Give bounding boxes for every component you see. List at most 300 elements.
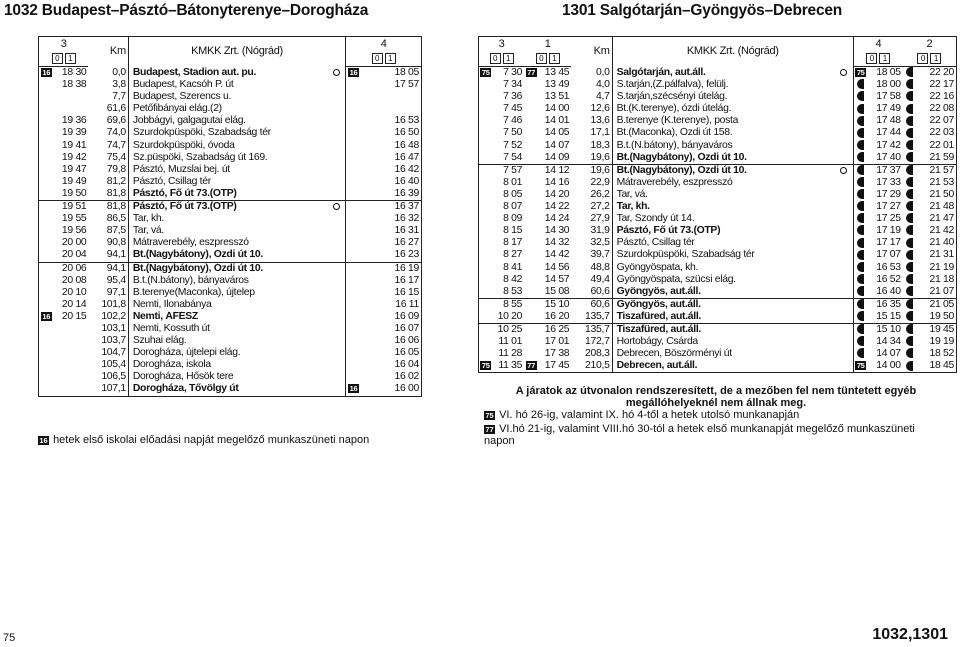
departure-time [54, 323, 88, 335]
departure-time: 14 57 [544, 273, 570, 285]
table-row [479, 274, 957, 286]
half-circle-icon [857, 116, 864, 126]
stop-mark [328, 176, 346, 188]
service-tag-cell [853, 286, 868, 299]
distance-km: 135,7 [571, 311, 612, 324]
half-circle-icon [906, 79, 913, 89]
service-tag-cell [479, 360, 494, 373]
return-time: 21 53 [929, 176, 954, 188]
stop-name: Pásztó, Csillag tér [616, 237, 695, 249]
half-circle-icon [906, 128, 913, 138]
table-row [479, 360, 957, 373]
service-tag: 77 [527, 361, 535, 370]
table-row [39, 347, 422, 359]
half-circle-icon [857, 250, 864, 260]
service-tag-cell [39, 176, 55, 188]
table-row [39, 299, 422, 311]
service-tag-cell [39, 287, 55, 299]
km-header: Km [88, 37, 128, 67]
stop-name: Szurdokpüspöki, Szabadság tér [132, 127, 271, 139]
distance-km: 101,8 [88, 299, 128, 311]
table-row [479, 79, 957, 91]
service-tag-cell [853, 311, 868, 324]
stop-mark [834, 79, 853, 91]
half-circle-icon [906, 311, 913, 321]
stop-name: Gyöngyös, aut.áll. [616, 285, 701, 297]
return-time: 16 32 [394, 213, 419, 225]
stop-mark [834, 189, 853, 201]
day-marks: 0 1 [524, 52, 571, 67]
departure-time: 19 49 [61, 175, 87, 187]
distance-km: 0,0 [88, 67, 128, 80]
stop-name: Tar, kh. [132, 213, 164, 225]
stop-mark [328, 311, 346, 323]
stop-name: B.terenye(Maconka), újtelep [132, 286, 255, 298]
table-row [479, 103, 957, 115]
stop-mark [328, 323, 346, 335]
departure-time: 7 45 [503, 103, 523, 115]
service-tag-cell [853, 262, 868, 274]
service-tag-cell [346, 164, 362, 176]
half-circle-icon [857, 286, 864, 296]
stop-name: Tar, Szondy út 14. [616, 213, 695, 225]
distance-km: 7,7 [88, 91, 128, 103]
stop-name: Dorogháza, iskola [132, 359, 211, 371]
stop-name: Hortobágy, Csárda [616, 336, 698, 348]
distance-km: 75,4 [88, 152, 128, 164]
table-row [479, 189, 957, 201]
service-tag-cell [853, 213, 868, 225]
return-time: 17 33 [876, 176, 901, 188]
right-footnote-75: 75 VI. hó 26-ig, valamint IX. hó 4-től a hetek utolsó munkanapján [485, 409, 800, 421]
half-circle-icon [857, 262, 864, 272]
service-tag-cell [39, 299, 55, 311]
half-circle-icon [857, 311, 864, 321]
half-circle-icon [906, 348, 913, 358]
service-tag-cell [39, 262, 55, 275]
departure-time: 7 34 [503, 79, 523, 91]
departure-time: 7 30 [503, 67, 523, 78]
right-timetable-title: 1301 Salgótarján–Gyöngyös–Debrecen [562, 2, 843, 19]
half-circle-icon [906, 91, 913, 101]
return-time: 16 48 [394, 139, 419, 151]
stop-name: Pásztó, Fő út 73.(OTP) [132, 187, 237, 199]
return-time: 21 05 [918, 298, 957, 311]
distance-km: 27,9 [571, 213, 612, 225]
return-time: 16 50 [394, 127, 419, 139]
distance-km: 4,0 [571, 79, 612, 91]
stop-name: S.tarján,szécsényi útelág. [616, 91, 728, 103]
departure-time: 19 50 [61, 187, 87, 199]
return-time: 21 18 [929, 273, 954, 285]
stop-mark [834, 360, 853, 373]
return-time: 18 00 [876, 79, 901, 91]
return-time: 16 23 [394, 249, 419, 261]
return-time [362, 91, 422, 103]
service-tag-cell [524, 127, 539, 139]
operator-header: KMKK Zrt. (Nógrád) [686, 45, 779, 58]
departure-time: 14 09 [544, 151, 570, 163]
departure-time: 7 57 [494, 164, 525, 177]
right-notice: A járatok az útvonalon rendszeresített, de a mezőben fel nem tüntetett egyéb megállóhelyeknél nem állnak meg. [515, 385, 917, 409]
half-circle-icon [857, 324, 864, 334]
stop-mark [328, 115, 346, 127]
service-tag-cell [853, 348, 868, 360]
table-row [479, 115, 957, 127]
departure-time [54, 371, 88, 383]
return-time: 16 17 [394, 274, 419, 286]
departure-time: 8 53 [503, 285, 523, 297]
table-row [39, 67, 422, 80]
left-footnote: 16 hetek első iskolai előadási napját megelőző munkaszüneti napon [39, 434, 370, 446]
distance-km: 87,5 [88, 225, 128, 237]
return-time: 16 15 [394, 286, 419, 298]
table-row [479, 67, 957, 80]
service-tag-cell [524, 103, 539, 115]
service-tag-cell [853, 103, 868, 115]
table-row [39, 237, 422, 249]
departure-time: 14 12 [539, 164, 571, 177]
stop-name: Sz.püspöki, Szabadság út 169. [132, 151, 268, 163]
table-row [39, 164, 422, 176]
return-time: 16 35 [868, 298, 902, 311]
half-circle-icon [857, 189, 864, 199]
return-time: 16 04 [394, 359, 419, 371]
return-time: 18 05 [876, 67, 901, 78]
km-header: Km [571, 37, 612, 67]
service-tag-cell [853, 140, 868, 152]
service-tag-cell [39, 164, 55, 176]
half-circle-cell [903, 298, 918, 311]
table-row [479, 152, 957, 165]
distance-km: 105,4 [88, 359, 128, 371]
service-tag-cell [853, 360, 868, 373]
stop-mark [834, 286, 853, 299]
departure-time: 18 38 [61, 79, 87, 91]
table-row [479, 262, 957, 274]
distance-km: 26,2 [571, 189, 612, 201]
table-row [479, 237, 957, 249]
departure-time: 14 42 [544, 249, 570, 261]
service-tag-cell [853, 164, 868, 177]
half-circle-icon [906, 262, 913, 272]
departure-time: 19 51 [54, 201, 88, 214]
distance-km: 12,6 [571, 103, 612, 115]
service-tag-cell [524, 360, 539, 373]
half-circle-cell [903, 237, 918, 249]
half-circle-cell [903, 213, 918, 225]
service-tag-cell [39, 213, 55, 225]
stop-mark [834, 336, 853, 348]
service-tag-cell [39, 152, 55, 164]
stop-mark [834, 91, 853, 103]
stop-mark [834, 225, 853, 237]
service-tag-cell [346, 249, 362, 262]
service-tag-cell [479, 262, 494, 274]
departure-time: 16 20 [544, 310, 570, 322]
departure-time: 8 41 [503, 261, 523, 273]
column-header-1: 1 [544, 38, 551, 50]
return-time: 17 48 [876, 115, 901, 127]
service-tag-cell [346, 299, 362, 311]
stop-mark [834, 311, 853, 324]
half-circle-icon [857, 238, 864, 248]
return-time: 19 50 [929, 310, 954, 322]
distance-km: 172,7 [571, 336, 612, 348]
distance-km: 74,0 [88, 127, 128, 139]
stop-name: Bt.(Nagybátony), Ózdi út 10. [128, 262, 328, 275]
stop-name: Bt.(Maconka), Ózdi út 158. [616, 127, 733, 139]
service-tag-cell [853, 189, 868, 201]
return-time: 14 00 [868, 360, 902, 373]
return-time: 22 17 [929, 79, 954, 91]
table-row [39, 311, 422, 323]
departure-time: 8 05 [503, 188, 523, 200]
return-time: 17 40 [876, 151, 901, 163]
service-tag: 16 [349, 67, 358, 77]
departure-time: 11 28 [498, 348, 523, 360]
table-row [39, 262, 422, 275]
service-tag-cell [346, 103, 362, 115]
distance-km: 60,6 [571, 286, 612, 299]
service-tag-cell [524, 189, 539, 201]
service-tag-cell [853, 274, 868, 286]
service-tag: 16 [42, 67, 51, 77]
service-tag-cell [479, 348, 494, 360]
table-row [39, 225, 422, 237]
half-circle-icon [857, 104, 864, 114]
distance-km: 19,6 [571, 164, 612, 177]
half-circle-cell [903, 127, 918, 139]
return-time: 15 15 [876, 310, 901, 322]
distance-km: 74,7 [88, 140, 128, 152]
service-tag-cell [39, 371, 55, 383]
table-row [479, 311, 957, 324]
service-tag-cell [479, 115, 494, 127]
return-time: 16 47 [394, 151, 419, 163]
half-circle-icon [906, 250, 913, 260]
service-tag-cell [524, 201, 539, 213]
return-time: 21 47 [929, 213, 954, 225]
half-circle-icon [906, 286, 913, 296]
departure-time: 19 39 [61, 127, 87, 139]
service-tag-cell [346, 91, 362, 103]
half-circle-icon [857, 91, 864, 101]
return-time: 21 48 [929, 201, 954, 213]
left-timetable-rows [39, 67, 422, 397]
stop-name: Salgótarján, aut.áll. [616, 66, 706, 78]
service-tag-cell [479, 67, 494, 80]
departure-time [54, 335, 88, 347]
departure-time: 8 17 [503, 237, 523, 249]
return-time: 17 37 [868, 164, 902, 177]
distance-km: 104,7 [88, 347, 128, 359]
return-time: 16 37 [362, 201, 422, 214]
service-tag-cell [524, 225, 539, 237]
stop-mark [328, 91, 346, 103]
table-row [479, 336, 957, 348]
departure-time: 20 14 [61, 298, 87, 310]
service-tag-cell [479, 237, 494, 249]
table-row [39, 323, 422, 335]
return-time: 16 09 [394, 310, 419, 322]
service-tag-cell [346, 213, 362, 225]
service-tag-cell [524, 348, 539, 360]
return-time: 17 27 [876, 201, 901, 213]
stop-name: B.terenye (K.terenye), posta [616, 115, 739, 127]
half-circle-icon [906, 116, 913, 126]
stop-mark [328, 359, 346, 371]
service-tag-cell [39, 323, 55, 335]
table-row [39, 371, 422, 383]
service-tag-cell [524, 262, 539, 274]
distance-km: 95,4 [88, 275, 128, 287]
return-time: 22 07 [929, 115, 954, 127]
departure-time: 14 20 [544, 188, 570, 200]
distance-km: 32,5 [571, 237, 612, 249]
distance-km: 39,7 [571, 249, 612, 261]
table-row [39, 152, 422, 164]
table-row [39, 275, 422, 287]
return-time: 22 01 [929, 139, 954, 151]
distance-km: 81,8 [88, 201, 128, 214]
stop-mark [328, 79, 346, 91]
departure-time: 11 01 [498, 336, 523, 348]
stop-mark [328, 249, 346, 262]
departure-time [54, 91, 88, 103]
half-circle-icon [906, 177, 913, 187]
service-tag-cell [524, 115, 539, 127]
half-circle-icon [906, 213, 913, 223]
departure-time: 20 00 [61, 237, 87, 249]
table-row [479, 213, 957, 225]
service-tag-cell [524, 79, 539, 91]
distance-km: 97,1 [88, 287, 128, 299]
distance-km: 60,6 [571, 298, 612, 311]
service-tag-cell [853, 127, 868, 139]
half-circle-cell [903, 189, 918, 201]
service-tag: 16 [349, 384, 358, 394]
departure-time: 7 50 [503, 127, 523, 139]
departure-time: 8 55 [494, 298, 525, 311]
distance-km: 94,1 [88, 262, 128, 275]
stop-name: Gyöngyöspata, szücsi elág. [616, 273, 736, 285]
half-circle-cell [903, 140, 918, 152]
service-tag: 75 [481, 361, 490, 370]
service-tag-cell [853, 177, 868, 189]
half-circle-icon [857, 79, 864, 89]
distance-km: 48,8 [571, 262, 612, 274]
half-circle-icon [857, 128, 864, 138]
stop-mark [328, 103, 346, 115]
stop-name: Budapest, Stadion aut. pu. [132, 66, 257, 78]
service-tag-cell [346, 152, 362, 164]
distance-km: 27,2 [571, 201, 612, 213]
half-circle-cell [903, 103, 918, 115]
half-circle-icon [906, 165, 913, 175]
return-time: 16 00 [362, 383, 422, 396]
return-time: 16 06 [394, 335, 419, 347]
distance-km: 31,9 [571, 225, 612, 237]
distance-km: 49,4 [571, 274, 612, 286]
distance-km: 19,6 [571, 152, 612, 165]
return-time: 16 40 [394, 175, 419, 187]
half-circle-cell [903, 311, 918, 324]
return-time: 17 25 [876, 213, 901, 225]
half-circle-cell [903, 323, 918, 336]
left-timetable [38, 36, 422, 397]
table-row [479, 127, 957, 139]
half-circle-cell [903, 79, 918, 91]
service-tag: 75 [481, 67, 490, 77]
table-row [479, 201, 957, 213]
stop-name: Dorogháza, Hősök tere [132, 371, 234, 383]
service-tag-cell [479, 298, 494, 311]
return-time: 16 05 [394, 347, 419, 359]
stop-mark [834, 164, 853, 177]
stop-mark [834, 177, 853, 189]
service-tag-cell [346, 323, 362, 335]
return-time: 16 27 [394, 237, 419, 249]
return-time: 21 50 [929, 188, 954, 200]
page-number-right: 1032,1301 [872, 626, 948, 643]
column-header-4: 4 [346, 37, 422, 53]
departure-time: 14 22 [544, 201, 570, 213]
service-tag-cell [853, 237, 868, 249]
distance-km: 18,3 [571, 140, 612, 152]
table-row [39, 140, 422, 152]
stop-mark [328, 213, 346, 225]
stop-mark [328, 335, 346, 347]
service-tag-cell [39, 225, 55, 237]
return-time: 22 03 [929, 127, 954, 139]
departure-time: 16 25 [539, 323, 571, 336]
stop-name: B.t.(N.bátony), bányaváros [132, 274, 249, 286]
service-tag-cell [346, 262, 362, 275]
return-time: 14 07 [876, 348, 901, 360]
departure-time: 8 42 [503, 273, 523, 285]
table-row [479, 91, 957, 103]
half-circle-cell [903, 262, 918, 274]
stop-name: Tar, vá. [616, 188, 648, 200]
service-tag-cell [39, 67, 55, 80]
half-circle-icon [857, 336, 864, 346]
page-number-left: 75 [3, 632, 16, 644]
service-tag-cell [524, 213, 539, 225]
day-marks: 0 1 [39, 52, 89, 67]
table-row [39, 176, 422, 188]
table-row [39, 201, 422, 214]
half-circle-icon [857, 299, 864, 309]
departure-time: 20 08 [61, 274, 87, 286]
half-circle-icon [857, 177, 864, 187]
service-tag-cell [39, 335, 55, 347]
stop-name: Tiszafüred, aut.áll. [616, 310, 702, 322]
departure-time: 13 51 [544, 91, 570, 103]
stop-mark [834, 152, 853, 165]
service-tag-cell [524, 311, 539, 324]
service-tag-cell [346, 335, 362, 347]
service-tag-cell [479, 201, 494, 213]
column-header-2: 2 [926, 38, 933, 50]
return-time: 21 19 [929, 261, 954, 273]
service-tag-cell [346, 359, 362, 371]
half-circle-cell [903, 164, 918, 177]
half-circle-icon [906, 189, 913, 199]
half-circle-icon [857, 225, 864, 235]
distance-km: 17,1 [571, 127, 612, 139]
departure-time: 14 56 [544, 261, 570, 273]
